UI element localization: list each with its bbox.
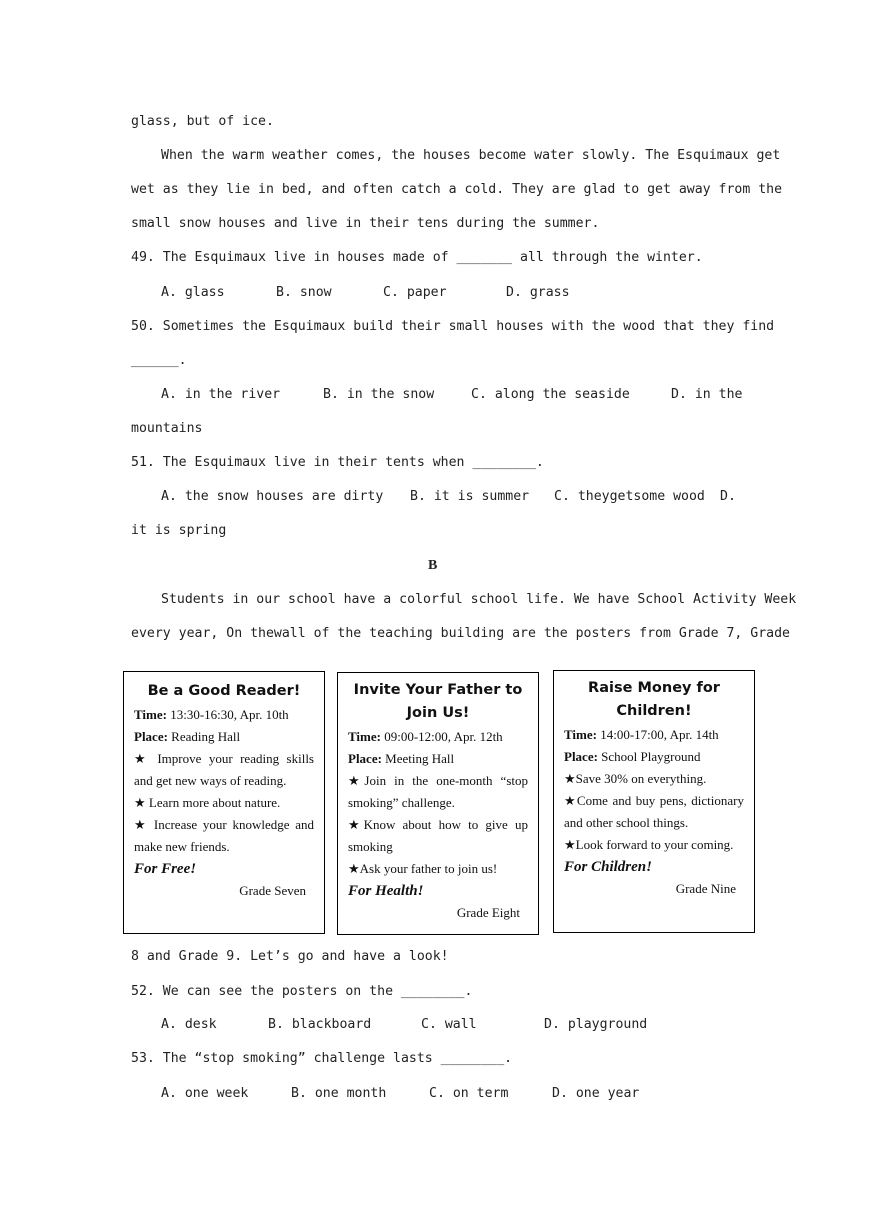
option-c[interactable]: C. along the seaside [471,387,630,402]
poster-grade-seven [123,671,325,934]
poster-tagline: For Free! [134,861,197,877]
option-b[interactable]: B. in the snow [323,387,435,402]
passage-line: When the warm weather comes, the houses become water slowly. The Esquimaux get [161,148,781,163]
option-b[interactable]: B. snow [276,285,332,300]
poster-place: Place: Reading Hall [134,729,241,744]
poster-tagline: For Health! [348,883,424,899]
poster-item: ★Join in the one-month “stop smoking” challenge. [348,773,528,810]
poster-item: ★ Improve your reading skills and get new ways of reading. [134,751,314,788]
poster-place: Place: School Playground [564,749,701,764]
poster-item: ★ Increase your knowledge and make new friends. [134,817,314,854]
poster-title: Be a Good Reader! [147,683,301,699]
option-a[interactable]: A. in the river [161,387,281,402]
passage-line: wet as they lie in bed, and often catch a cold. They are glad to get away from the [131,182,783,197]
option-d[interactable]: D. grass [506,285,570,300]
question-49: 49. The Esquimaux live in houses made of _______ all through the winter. [131,250,703,265]
poster-tagline: For Children! [564,859,652,875]
poster-item: ★ Learn more about nature. [134,795,281,810]
option-d[interactable]: D. [720,489,736,504]
poster-time: Time: 09:00-12:00, Apr. 12th [348,729,503,744]
poster-title: Raise Money for Children! [588,680,720,719]
option-d-continued: mountains [131,421,203,436]
option-d[interactable]: D. playground [544,1017,648,1032]
passage-line: 8 and Grade 9. Let’s go and have a look! [131,949,449,964]
question-51: 51. The Esquimaux live in their tents when ________. [131,455,544,470]
poster-grade-eight [337,672,539,935]
option-d-continued: it is spring [131,523,227,538]
option-c[interactable]: C. paper [383,285,447,300]
section-heading: B [428,558,438,573]
option-b[interactable]: B. blackboard [268,1017,372,1032]
poster-item: ★Come and buy pens, dictionary and other school things. [564,793,744,830]
poster-time: Time: 14:00-17:00, Apr. 14th [564,727,719,742]
poster-time: Time: 13:30-16:30, Apr. 10th [134,707,289,722]
poster-grade: Grade Nine [675,881,736,896]
question-53: 53. The “stop smoking” challenge lasts ________. [131,1051,513,1066]
passage-line: glass, but of ice. [131,114,274,129]
poster-grade: Grade Seven [239,883,306,898]
poster-title: Invite Your Father to Join Us! [353,682,523,721]
poster-item: ★Look forward to your coming. [564,837,734,852]
poster-place: Place: Meeting Hall [348,751,455,766]
option-d[interactable]: D. in the [671,387,743,402]
passage-line: small snow houses and live in their tens during the summer. [131,216,600,231]
option-a[interactable]: A. one week [161,1086,249,1101]
poster-grade: Grade Eight [456,905,520,920]
option-b[interactable]: B. one month [291,1086,387,1101]
option-d[interactable]: D. one year [552,1086,640,1101]
option-a[interactable]: A. glass [161,285,225,300]
question-50: 50. Sometimes the Esquimaux build their small houses with the wood that they find [131,319,775,334]
question-50-blank: ______. [131,353,187,368]
option-b[interactable]: B. it is summer [410,489,530,504]
question-52: 52. We can see the posters on the ________. [131,984,473,999]
option-a[interactable]: A. the snow houses are dirty [161,489,384,504]
poster-grade-nine [553,670,755,933]
option-c[interactable]: C. wall [421,1017,477,1032]
poster-item: ★Save 30% on everything. [564,771,707,786]
passage-line: every year, On thewall of the teaching building are the posters from Grade 7, Grade [131,626,790,641]
option-c[interactable]: C. on term [429,1086,509,1101]
passage-line: Students in our school have a colorful school life. We have School Activity Week [161,592,797,607]
poster-item: ★Know about how to give up smoking [348,817,528,854]
poster-item: ★Ask your father to join us! [348,861,498,876]
option-c[interactable]: C. theygetsome wood [554,489,705,504]
option-a[interactable]: A. desk [161,1017,217,1032]
